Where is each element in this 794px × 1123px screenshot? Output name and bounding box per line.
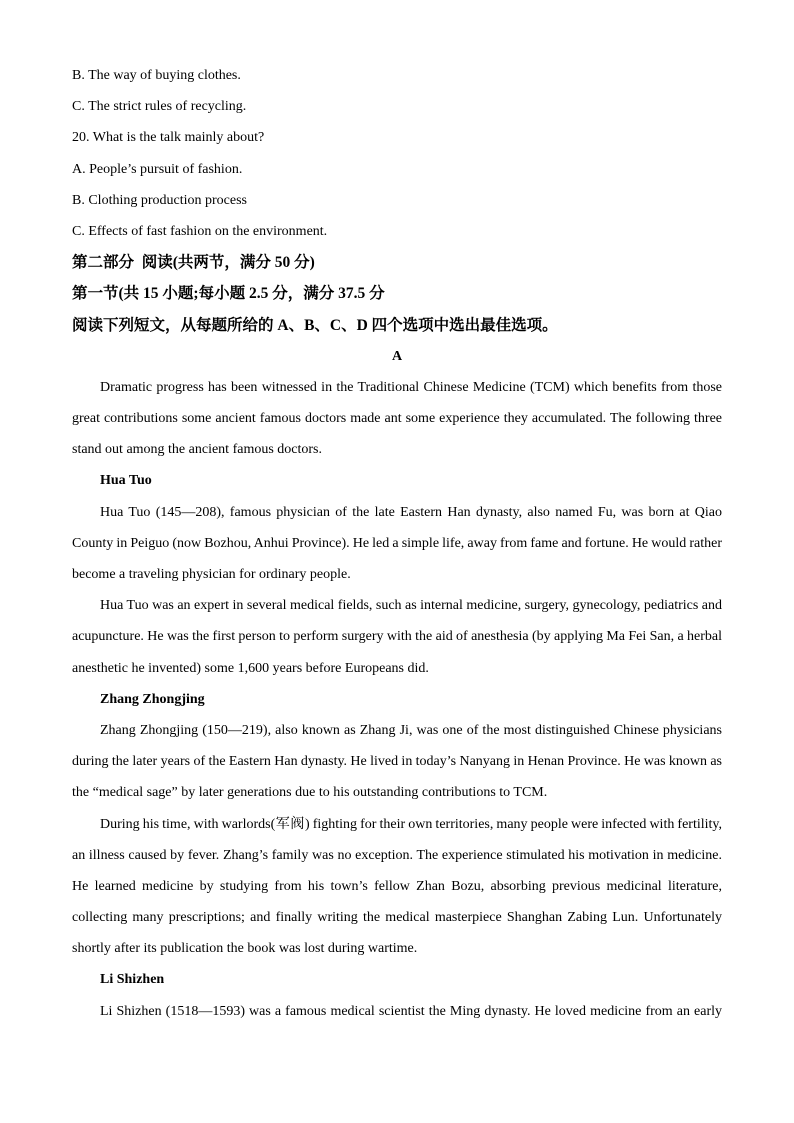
passage-a	[72, 341, 722, 1027]
section-heading-zhang-zhongjing: Zhang Zhongjing	[100, 691, 205, 707]
question-option-c: C. Effects of fast fashion on the environment.	[72, 223, 328, 239]
paragraph-line: Li Shizhen (1518—1593) was a famous medical scientist the Ming dynasty. He loved medicine from an early	[100, 1003, 722, 1019]
paragraph-line: great contributions some ancient famous doctors made ant some experience they accumulated. The following three	[72, 411, 722, 427]
paragraph-hua-tuo-2	[72, 590, 722, 684]
paragraph-line: during the later years of the Eastern Han dynasty. He lived in today’s Nanyang in Henan Province. He was known as	[72, 754, 722, 770]
paragraph-line: Dramatic progress has been witnessed in the Traditional Chinese Medicine (TCM) which benefits from those	[100, 379, 722, 395]
paragraph-line: collecting many prescriptions; and finally writing the medical masterpiece Shanghan Zabing Lun. Unfortunately	[72, 910, 722, 926]
section-heading-hua-tuo: Hua Tuo	[100, 473, 152, 489]
paragraph-line: Hua Tuo was an expert in several medical fields, such as internal medicine, surgery, gynecology, pediatrics and	[100, 598, 722, 614]
paragraph-line: During his time, with warlords(军阀) fighting for their own territories, many people were infected with fertility,	[100, 816, 722, 832]
paragraph-line: the “medical sage” by later generations due to his outstanding contributions to TCM.	[72, 785, 548, 801]
section-instructions: 阅读下列短文，从每题所给的 A、B、C、D 四个选项中选出最佳选项。	[72, 316, 558, 334]
previous-question-options	[72, 60, 722, 122]
question-option-b: B. The way of buying clothes.	[72, 68, 241, 83]
paragraph-zhang-zhongjing-1	[72, 715, 722, 809]
paragraph-intro	[72, 372, 722, 466]
section-heading-li-shizhen: Li Shizhen	[100, 972, 165, 988]
question-20	[72, 122, 722, 247]
section-title: 第一节(共 15 小题;每小题 2.5 分，满分 37.5 分	[72, 285, 385, 303]
paragraph-line: shortly after its publication the book was lost during wartime.	[72, 941, 418, 957]
question-option-b: B. Clothing production process	[72, 192, 247, 208]
passage-label: A	[391, 348, 403, 364]
paragraph-line: County in Peiguo (now Bozhou, Anhui Province). He led a simple life, away from fame and fortune. He would rather	[72, 535, 722, 551]
question-stem: 20. What is the talk mainly about?	[72, 130, 265, 146]
part-title: 第二部分 阅读(共两节，满分 50 分)	[72, 254, 315, 272]
paragraph-line: become a traveling physician for ordinary people.	[72, 567, 351, 582]
question-option-c: C. The strict rules of recycling.	[72, 99, 247, 115]
paragraph-hua-tuo-1	[72, 497, 722, 591]
paragraph-li-shizhen-1	[72, 996, 722, 1027]
question-option-a: A. People’s pursuit of fashion.	[72, 161, 243, 177]
paragraph-line: He learned medicine by studying from his town’s fellow Zhan Bozu, absorbing previous medicinal literature,	[72, 878, 722, 894]
paragraph-line: Zhang Zhongjing (150—219), also known as Zhang Ji, was one of the most distinguished Chinese physicians	[100, 722, 722, 738]
paragraph-line: anesthetic he invented) some 1,600 years before Europeans did.	[72, 660, 429, 676]
paragraph-zhang-zhongjing-2	[72, 809, 722, 965]
paragraph-line: acupuncture. He was the first person to perform surgery with the aid of anesthesia (by applying Ma Fei San, a herbal	[72, 629, 722, 645]
reading-section-header	[72, 247, 722, 341]
paragraph-line: Hua Tuo (145—208), famous physician of the late Eastern Han dynasty, also named Fu, was born at Qiao	[100, 504, 722, 520]
paragraph-line: stand out among the ancient famous doctors.	[72, 442, 322, 458]
paragraph-line: an illness caused by fever. Zhang’s family was no exception. The experience stimulated his motivation in medicine.	[72, 847, 722, 863]
